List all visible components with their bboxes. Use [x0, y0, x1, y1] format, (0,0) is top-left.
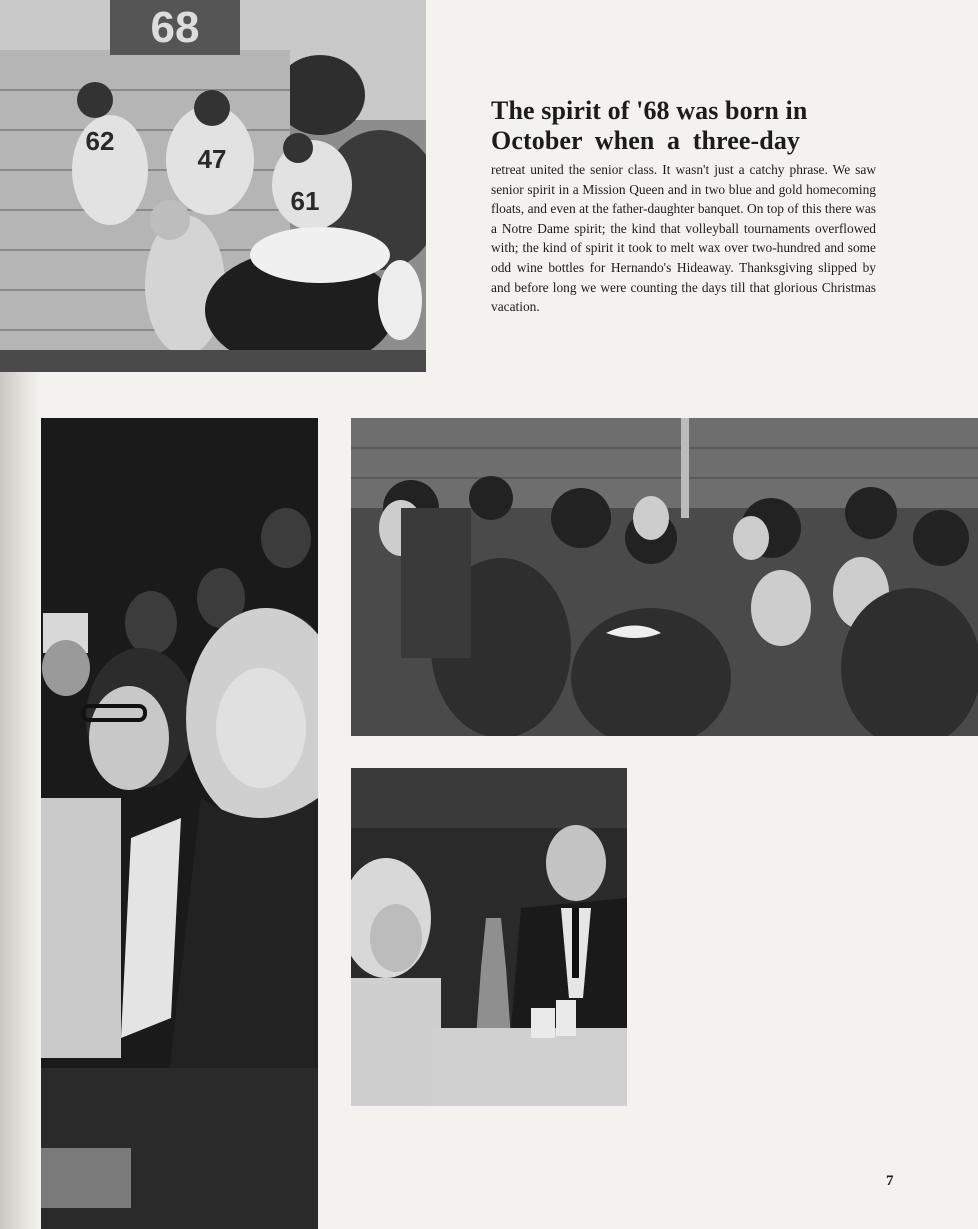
article-body: retreat united the senior class. It wasn't just a catchy phrase. We saw senior spirit in a Mission Queen and in two blue and gold homecoming floats, and even at the father-daughter banquet. On top of this there was a Notre Dame spirit; the kind that volleyball tournaments overflowed with; the kind of spirit it took to melt wax over two-hundred and some odd wine bottles for Hernando's Hideaway. Thanksgiving slipped by and before long we were counting the days till that glorious Christmas vacation. [491, 162, 876, 315]
audience-image [41, 418, 318, 1229]
page-number: 7 [886, 1173, 894, 1189]
homecoming-float-image [0, 0, 426, 372]
article-headline [491, 96, 881, 156]
crowd-image [351, 418, 978, 736]
headline-line-1: The spirit of '68 was born in [491, 96, 808, 125]
banquet-image [351, 768, 627, 1106]
audience-photo [41, 418, 318, 1229]
jersey-number-2: 47 [197, 144, 227, 174]
jersey-number-1: 62 [85, 126, 115, 156]
banquet-photo [351, 768, 627, 1106]
headline-line-2: October when a three-day [491, 126, 801, 155]
jersey-number-3: 61 [290, 186, 320, 216]
homecoming-float-photo [0, 0, 426, 372]
crowd-photo [351, 418, 978, 736]
float-number: 68 [150, 3, 200, 52]
